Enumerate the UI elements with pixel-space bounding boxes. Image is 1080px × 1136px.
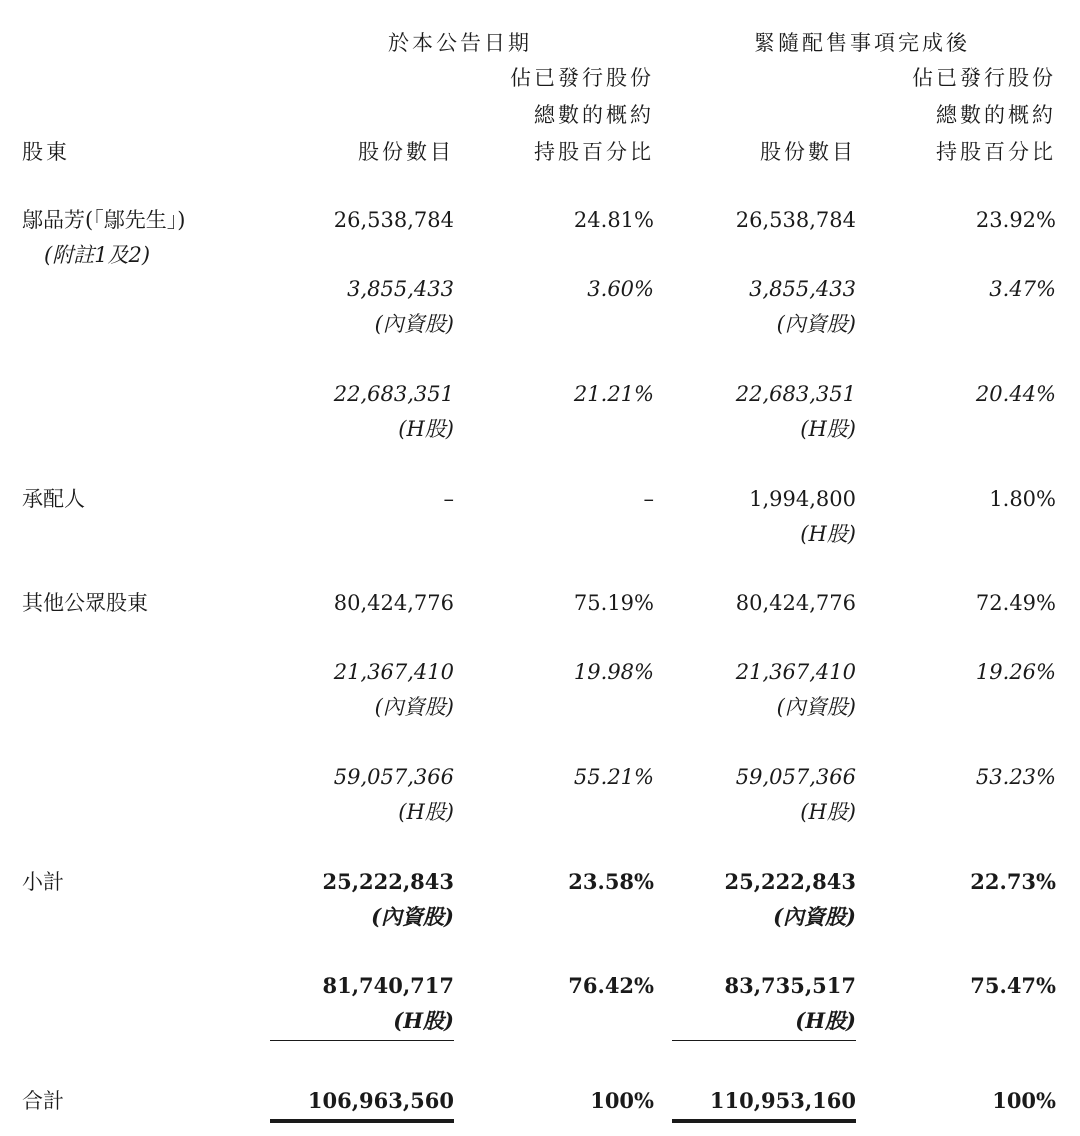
cell-shares: 26,538,784 xyxy=(333,208,454,232)
cell-pct: 19.98% xyxy=(573,660,654,684)
cell-shares: 21,367,410 xyxy=(735,660,856,684)
header-group-current: 於本公告日期 xyxy=(388,31,532,55)
header-after-pct-line1: 佔已發行股份 xyxy=(912,66,1056,90)
cell-pct: 75.19% xyxy=(573,591,654,615)
header-shareholder: 股東 xyxy=(22,140,70,164)
cell-pct: 72.49% xyxy=(975,591,1056,615)
total-rule-current xyxy=(270,1119,454,1123)
row-note-wu: (附註1及2) xyxy=(44,243,151,267)
cell-shares: 21,367,410 xyxy=(333,660,454,684)
cell-pct: 1.80% xyxy=(989,487,1056,511)
cell-shares: 22,683,351 xyxy=(333,382,454,406)
cell-shares: 81,740,717 xyxy=(322,973,454,998)
row-name-placee: 承配人 xyxy=(22,487,85,511)
cell-shares: 26,538,784 xyxy=(735,208,856,232)
cell-pct: – xyxy=(643,487,654,511)
subtotal-rule-after xyxy=(672,1040,856,1041)
header-after-pct-line2: 總數的概約 xyxy=(936,103,1056,127)
cell-share-type: (H股) xyxy=(393,1008,454,1033)
cell-pct: 23.92% xyxy=(975,208,1056,232)
row-name-subtotal: 小計 xyxy=(22,870,64,894)
cell-shares: 3,855,433 xyxy=(347,277,454,301)
cell-shares: 59,057,366 xyxy=(333,765,454,789)
header-group-after: 緊隨配售事項完成後 xyxy=(754,31,970,55)
cell-shares: 3,855,433 xyxy=(749,277,856,301)
cell-pct: 24.81% xyxy=(573,208,654,232)
header-after-pct-line3: 持股百分比 xyxy=(936,140,1056,164)
cell-pct: 100% xyxy=(992,1088,1056,1113)
cell-shares: 106,963,560 xyxy=(307,1088,454,1113)
header-cur-pct-line2: 總數的概約 xyxy=(534,103,654,127)
cell-shares: 110,953,160 xyxy=(709,1088,856,1113)
cell-share-type: (H股) xyxy=(398,800,454,824)
subtotal-rule-current xyxy=(270,1040,454,1041)
cell-shares: – xyxy=(443,487,454,511)
cell-shares: 80,424,776 xyxy=(333,591,454,615)
cell-share-type: (內資股) xyxy=(776,312,856,336)
cell-pct: 53.23% xyxy=(975,765,1056,789)
cell-pct: 22.73% xyxy=(970,869,1056,894)
cell-shares: 25,222,843 xyxy=(322,869,454,894)
row-name-total: 合計 xyxy=(22,1089,64,1113)
header-after-shares: 股份數目 xyxy=(760,140,856,164)
cell-share-type: (內資股) xyxy=(773,904,856,929)
row-name-wu: 鄔品芳(「鄔先生」) xyxy=(22,208,186,232)
cell-pct: 100% xyxy=(590,1088,654,1113)
cell-shares: 59,057,366 xyxy=(735,765,856,789)
cell-pct: 20.44% xyxy=(975,382,1056,406)
header-cur-pct-line3: 持股百分比 xyxy=(534,140,654,164)
cell-pct: 76.42% xyxy=(568,973,654,998)
cell-share-type: (H股) xyxy=(800,800,856,824)
cell-shares: 80,424,776 xyxy=(735,591,856,615)
cell-pct: 23.58% xyxy=(568,869,654,894)
cell-pct: 21.21% xyxy=(573,382,654,406)
cell-shares: 25,222,843 xyxy=(724,869,856,894)
cell-share-type: (內資股) xyxy=(371,904,454,929)
cell-pct: 75.47% xyxy=(970,973,1056,998)
total-rule-after xyxy=(672,1119,856,1123)
cell-share-type: (H股) xyxy=(795,1008,856,1033)
cell-share-type: (H股) xyxy=(800,522,856,546)
cell-share-type: (內資股) xyxy=(776,695,856,719)
cell-shares: 83,735,517 xyxy=(724,973,856,998)
header-cur-pct-line1: 佔已發行股份 xyxy=(510,66,654,90)
row-name-public: 其他公眾股東 xyxy=(22,591,148,615)
cell-share-type: (內資股) xyxy=(374,695,454,719)
cell-share-type: (H股) xyxy=(398,417,454,441)
cell-pct: 3.47% xyxy=(989,277,1056,301)
cell-shares: 22,683,351 xyxy=(735,382,856,406)
cell-share-type: (內資股) xyxy=(374,312,454,336)
cell-shares: 1,994,800 xyxy=(749,487,856,511)
cell-share-type: (H股) xyxy=(800,417,856,441)
cell-pct: 55.21% xyxy=(573,765,654,789)
cell-pct: 3.60% xyxy=(587,277,654,301)
header-cur-shares: 股份數目 xyxy=(358,140,454,164)
cell-pct: 19.26% xyxy=(975,660,1056,684)
